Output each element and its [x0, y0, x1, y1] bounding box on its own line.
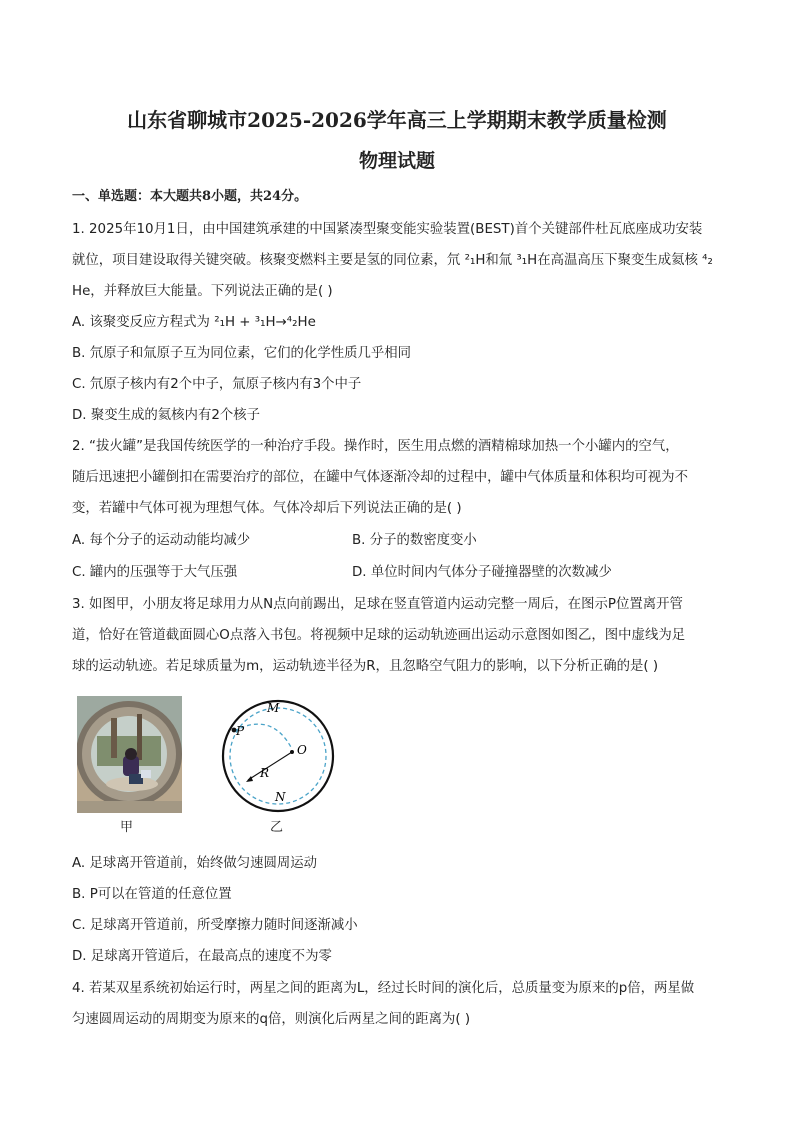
figure-a-caption: 甲: [120, 820, 134, 835]
label-m: M: [267, 701, 280, 715]
q3-line2: 道，恰好在管道截面圆心O点落入书包。将视频中足球的运动轨迹画出运动示意图如图乙，图中虚线为足: [72, 628, 686, 643]
q3-line1: 3. 如图甲，小朋友将足球用力从N点向前踢出，足球在竖直管道内运动完整一周后，在图示P位置离开管: [72, 597, 683, 612]
q2-option-c: C. 罐内的压强等于大气压强: [72, 565, 238, 580]
pipe-photo: [77, 696, 182, 813]
q3-option-b: B. P可以在管道的任意位置: [72, 887, 232, 902]
figure-b-caption: 乙: [270, 820, 284, 835]
q1-option-c: C. 氘原子核内有2个中子，氚原子核内有3个中子: [72, 377, 362, 392]
q1-option-d: D. 聚变生成的氦核内有2个核子: [72, 408, 261, 423]
page-subtitle: 物理试题: [358, 150, 435, 172]
q3-line3: 球的运动轨迹。若足球质量为m，运动轨迹半径为R，且忽略空气阻力的影响，以下分析正确的是( ): [72, 659, 659, 674]
q2-line1: 2. “拔火罐”是我国传统医学的一种治疗手段。操作时，医生用点燃的酒精棉球加热一个小罐内的空气，: [72, 439, 679, 454]
q1-line2: 就位，项目建设取得关键突破。核聚变燃料主要是氢的同位素，氘 ²₁H和氚 ³₁H在高温高压下聚变生成氦核 ⁴₂: [72, 253, 713, 268]
q1-option-a: A. 该聚变反应方程式为 ²₁H + ³₁H→⁴₂He: [72, 315, 316, 330]
q4-line2: 匀速圆周运动的周期变为原来的q倍，则演化后两星之间的距离为( ): [72, 1012, 471, 1027]
q3-option-c: C. 足球离开管道前，所受摩擦力随时间逐渐减小: [72, 918, 358, 933]
label-o: O: [297, 743, 307, 757]
label-n: N: [275, 790, 286, 804]
q3-option-d: D. 足球离开管道后，在最高点的速度不为零: [72, 949, 332, 964]
page-title: 山东省聊城市2025-2026学年高三上学期期末教学质量检测: [127, 108, 667, 132]
q2-line2: 随后迅速把小罐倒扣在需要治疗的部位，在罐中气体逐渐冷却的过程中，罐中气体质量和体积均可视为不: [72, 470, 688, 485]
q1-line3: He，并释放巨大能量。下列说法正确的是( ): [72, 284, 333, 299]
q4-line1: 4. 若某双星系统初始运行时，两星之间的距离为L，经过长时间的演化后，总质量变为原来的p倍，两星做: [72, 981, 695, 996]
q1-line1: 1. 2025年10月1日，由中国建筑承建的中国紧凑型聚变能实验装置(BEST)首个关键部件杜瓦底座成功安装: [72, 222, 703, 237]
label-r: R: [260, 766, 270, 780]
q2-option-a: A. 每个分子的运动动能均减少: [72, 533, 251, 548]
trajectory-diagram: [220, 697, 336, 815]
q2-option-b: B. 分子的数密度变小: [352, 533, 477, 548]
q3-option-a: A. 足球离开管道前，始终做匀速圆周运动: [72, 856, 318, 871]
q1-option-b: B. 氘原子和氚原子互为同位素，它们的化学性质几乎相同: [72, 346, 412, 361]
q2-line3: 变，若罐中气体可视为理想气体。气体冷却后下列说法正确的是( ): [72, 501, 462, 516]
section-heading: 一、单选题：本大题共8小题，共24分。: [72, 189, 308, 204]
label-p: P: [236, 724, 245, 738]
q2-option-d: D. 单位时间内气体分子碰撞器壁的次数减少: [352, 565, 612, 580]
